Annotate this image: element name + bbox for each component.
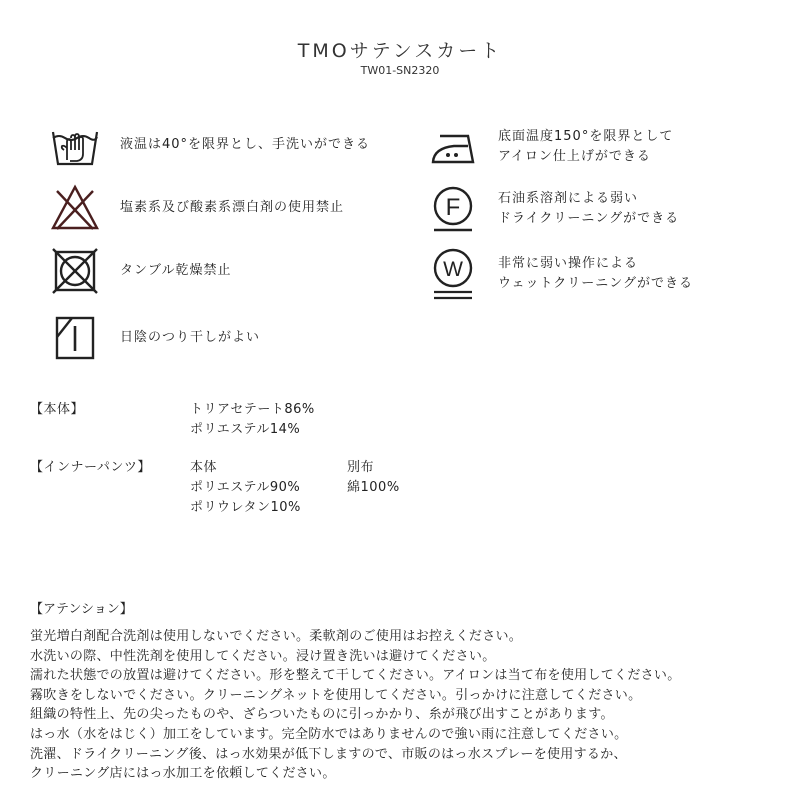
dry-clean-symbol: F (445, 194, 461, 221)
material-body-composition (190, 400, 315, 440)
material-inner-main-line: ポリウレタン10% (190, 500, 301, 515)
attention-line: 霧吹きをしないでください。クリーニングネットを使用してください。引っかけに注意してください。 (30, 687, 642, 703)
attention-line: 洗濯、ドライクリーニング後、はっ水効果が低下しますので、市販のはっ水スプレーを使用するか、 (30, 746, 627, 762)
wet-clean-w-icon (428, 246, 478, 302)
care-item-no-bleach (50, 183, 344, 233)
care-label-dry-clean-line2: ドライクリーニングができる (498, 211, 680, 226)
wet-clean-symbol: W (443, 258, 463, 281)
attention-line: 組織の特性上、先の尖ったものや、ざらついたものに引っかかり、糸が飛び出すことがあります。 (30, 707, 614, 723)
attention-line: 蛍光増白剤配合洗剤は使用しないでください。柔軟剤のご使用はお控えください。 (30, 629, 523, 644)
care-label-no-tumble-dry: タンブル乾燥禁止 (120, 263, 232, 278)
material-inner-label: 【インナーパンツ】 (30, 460, 151, 475)
iron-medium-icon (428, 122, 478, 172)
material-body-line: ポリエステル14% (190, 422, 301, 437)
material-inner-sub (347, 458, 400, 498)
material-body-line: トリアセテート86% (190, 402, 315, 417)
care-item-wet-clean (428, 246, 693, 302)
care-label-wet-clean (498, 254, 693, 294)
hand-wash-icon (50, 120, 100, 170)
material-inner-main-line: ポリエステル90% (190, 480, 301, 495)
care-label-hand-wash: 液温は40°を限界とし、手洗いができる (120, 137, 371, 152)
care-item-no-tumble-dry (50, 246, 231, 296)
care-label-dry-clean (498, 189, 679, 229)
care-label-iron-line2: アイロン仕上げができる (498, 149, 651, 164)
attention-line: はっ水（水をはじく）加工をしています。完全防水ではありませんので強い雨に注意してください。 (30, 726, 628, 742)
material-inner-main (190, 458, 301, 518)
attention-line: クリーニング店にはっ水加工を依頼してください。 (30, 766, 336, 782)
care-label-iron (498, 127, 673, 167)
care-label-wet-clean-line1: 非常に弱い操作による (498, 256, 639, 271)
product-code: TW01-SN2320 (360, 64, 440, 77)
attention-list (30, 627, 681, 784)
care-label-shade-line-dry: 日陰のつり干しがよい (120, 330, 261, 345)
care-item-shade-line-dry (50, 313, 260, 363)
shade-line-dry-icon (50, 313, 100, 363)
material-inner-sub-line: 綿100% (347, 480, 400, 495)
care-label-wet-clean-line2: ウェットクリーニングができる (498, 276, 693, 291)
dry-clean-f-icon (428, 184, 478, 234)
attention-line: 水洗いの際、中性洗剤を使用してください。浸け置き洗いは避けてください。 (30, 648, 496, 664)
product-title: TMOサテンスカート (297, 40, 503, 62)
attention-line: 濡れた状態での放置は避けてください。形を整えて干してください。アイロンは当て布を使用してください。 (30, 668, 681, 684)
care-label-no-bleach: 塩素系及び酸素系漂白剤の使用禁止 (120, 200, 345, 215)
care-item-iron (428, 122, 673, 172)
care-item-dry-clean (428, 184, 679, 234)
material-inner-sub-head: 別布 (347, 460, 375, 475)
care-label-dry-clean-line1: 石油系溶剤による弱い (498, 191, 639, 206)
care-item-hand-wash (50, 120, 370, 170)
attention-heading: 【アテンション】 (30, 602, 133, 617)
no-bleach-icon (50, 183, 100, 233)
care-label-iron-line1: 底面温度150°を限界として (498, 129, 674, 144)
material-inner-main-head: 本体 (190, 460, 218, 475)
material-body-label: 【本体】 (30, 402, 85, 417)
no-tumble-dry-icon (50, 246, 100, 296)
